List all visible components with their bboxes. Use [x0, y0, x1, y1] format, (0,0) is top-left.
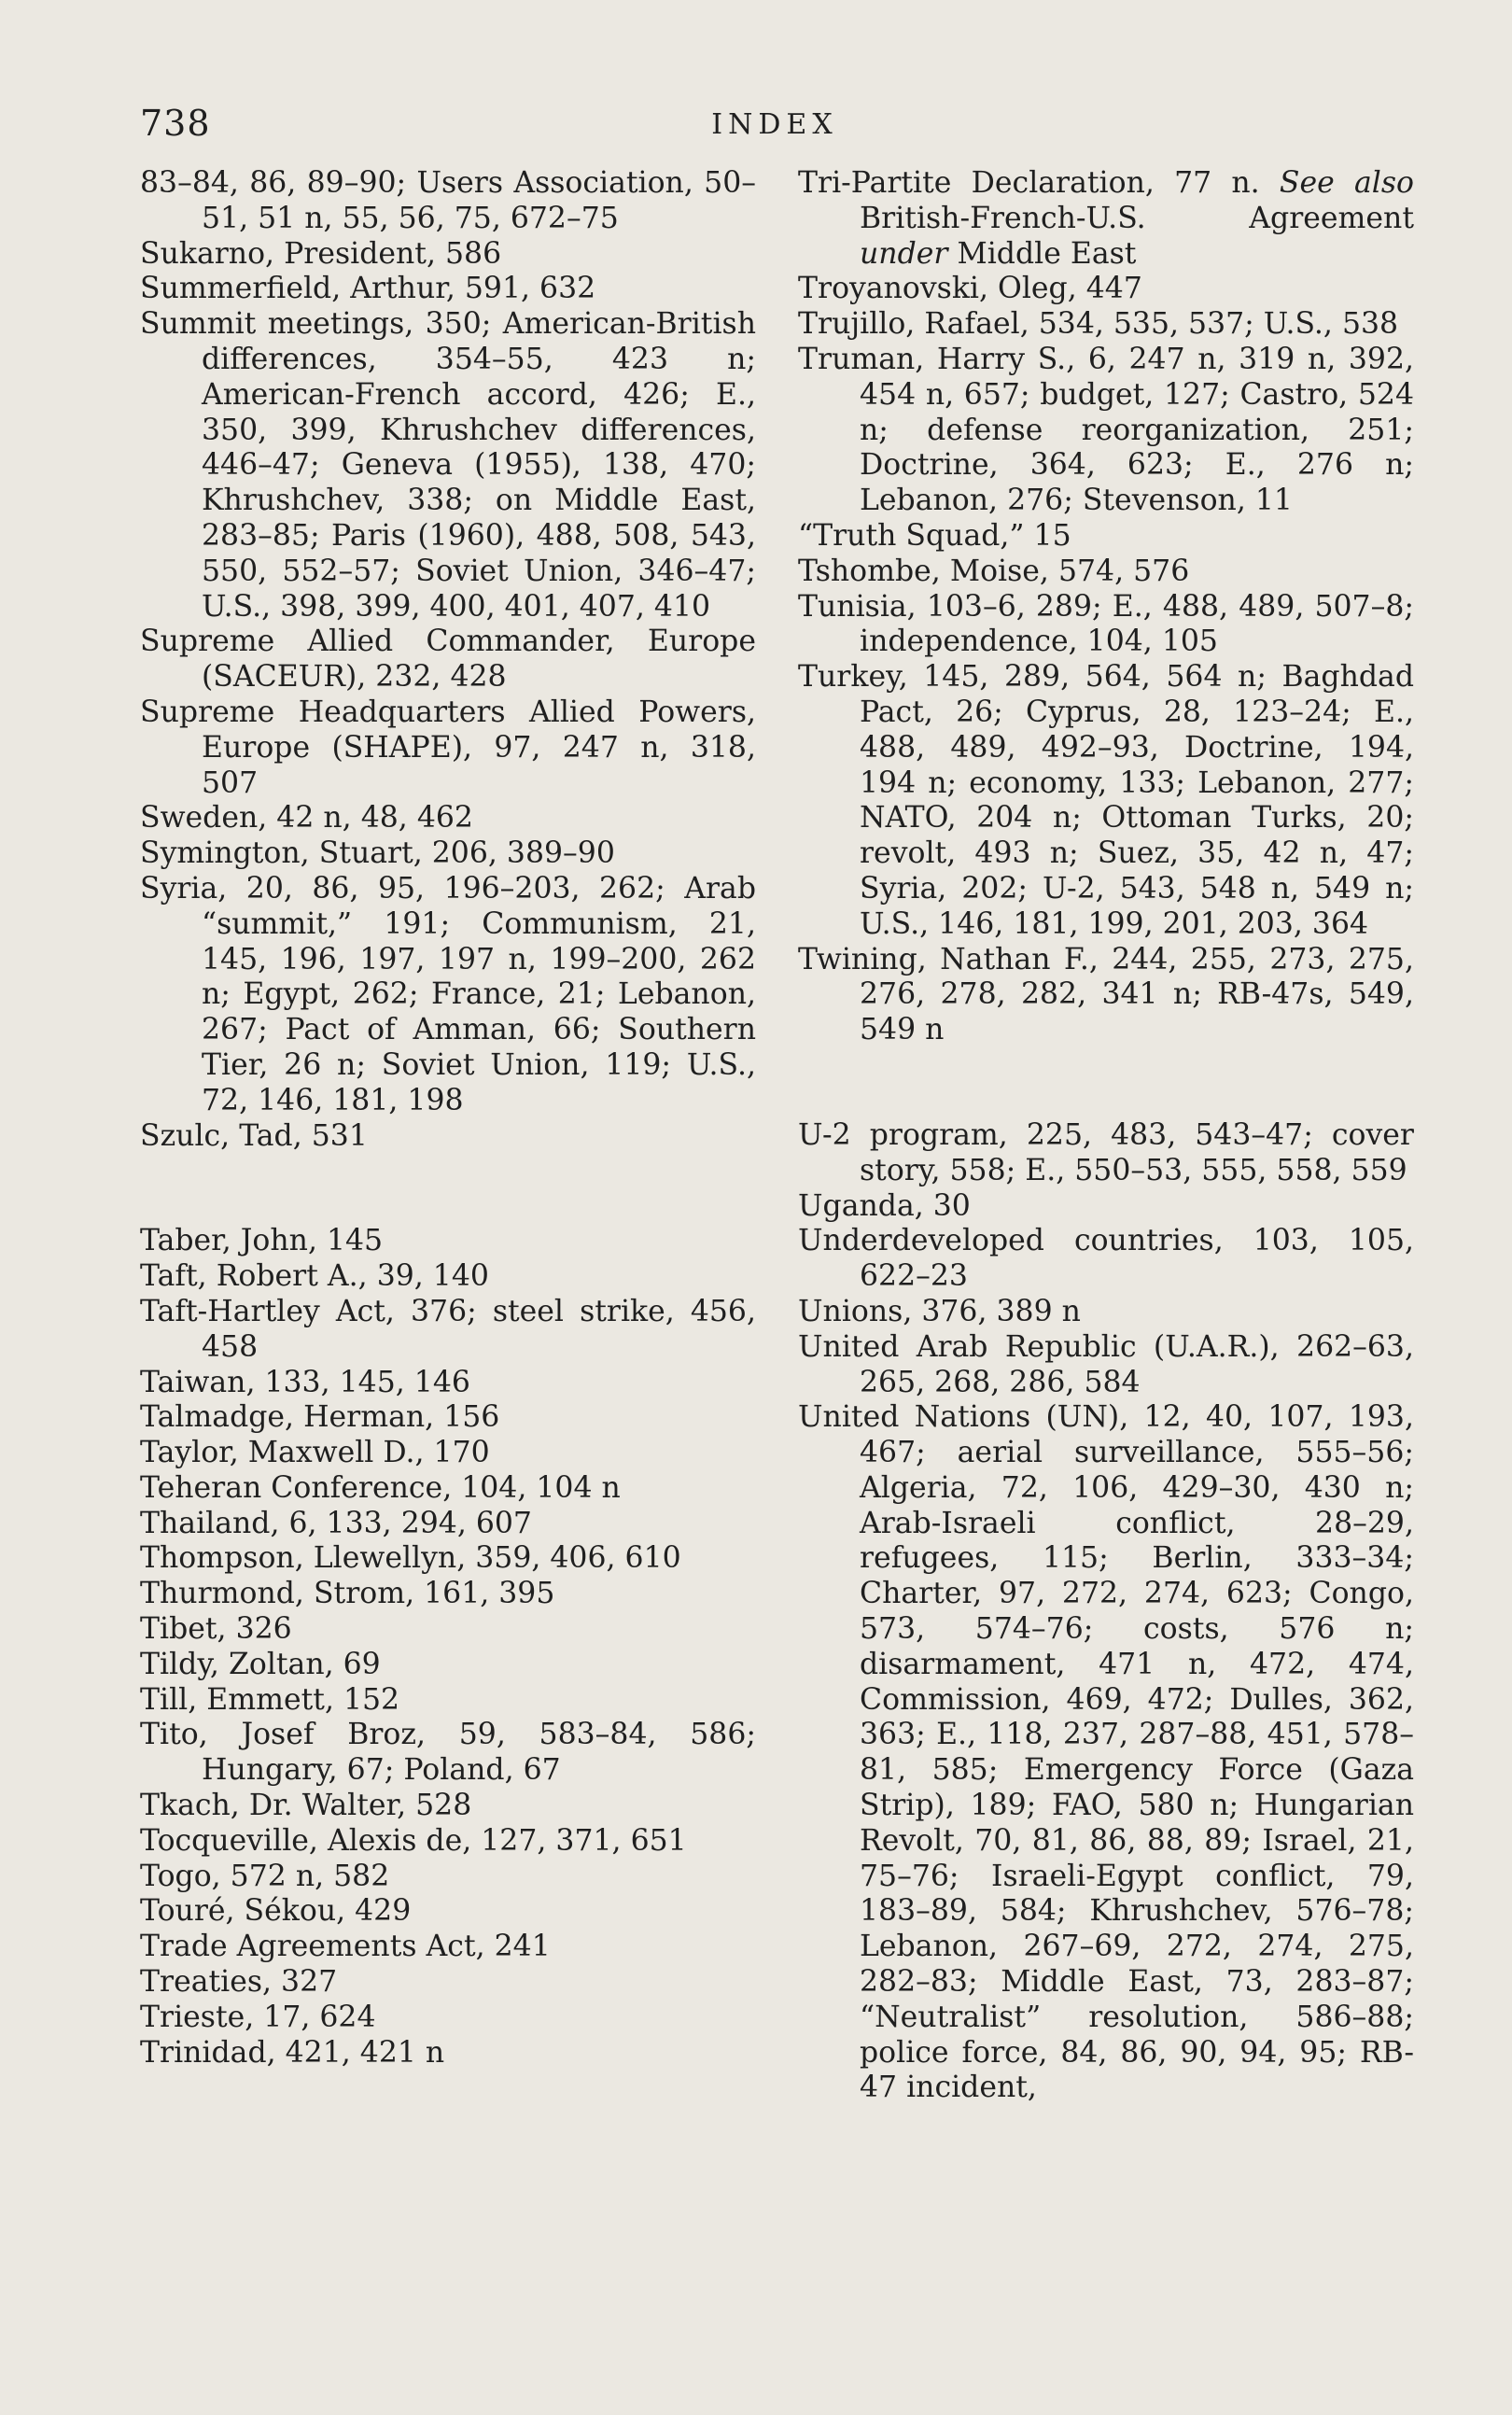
index-entry: Teheran Conference, 104, 104 n: [140, 1470, 621, 1505]
index-entry: Truman, Harry S., 6, 247 n, 319 n, 392, 454 n, 657; budget, 127; Castro, 524 n; defense reorganization, 251; Doctrine, 364, 623; E., 276 n; Lebanon, 276; Stevenson, 11: [798, 342, 1414, 518]
index-entry: “Truth Squad,” 15: [798, 518, 1071, 553]
index-entry: Taft-Hartley Act, 376; steel strike, 456, 458: [140, 1294, 756, 1364]
index-entry: Trieste, 17, 624: [140, 2000, 376, 2034]
running-head: INDEX: [711, 108, 838, 141]
entry-text: Middle East: [947, 236, 1137, 271]
index-entry: Tkach, Dr. Walter, 528: [140, 1789, 472, 1823]
entry-text: Tri-Partite Declaration, 77 n.: [798, 166, 1280, 200]
index-entry: Togo, 572 n, 582: [140, 1859, 390, 1893]
entry-text: British-French-U.S. Agreement: [860, 201, 1414, 235]
index-entry: Sweden, 42 n, 48, 462: [140, 801, 473, 835]
index-entry: U-2 program, 225, 483, 543–47; cover story, 558; E., 550–53, 555, 558, 559: [798, 1117, 1414, 1187]
index-entry: Thailand, 6, 133, 294, 607: [140, 1506, 532, 1540]
index-entry: Till, Emmett, 152: [140, 1682, 400, 1717]
index-entry-tri-partite: [798, 166, 1414, 272]
see-also-reference: See also: [1279, 166, 1414, 200]
index-entry: Summit meetings, 350; American-British differences, 354–55, 423 n; American-French accord, 426; E., 350, 399, Khrushchev differences, 446–47; Geneva (1955), 138, 470; Khrushchev, 338; on Middle East, 283–85; Paris (1960), 488, 508, 543, 550, 552–57; Soviet Union, 346–47; U.S., 398, 399, 400, 401, 407, 410: [140, 307, 756, 624]
index-entry: Supreme Headquarters Allied Powers, Europe (SHAPE), 97, 247 n, 318, 507: [140, 695, 756, 800]
index-entry: Tildy, Zoltan, 69: [140, 1647, 381, 1681]
index-entry: Symington, Stuart, 206, 389–90: [140, 836, 615, 871]
index-entry: Uganda, 30: [798, 1188, 971, 1223]
index-entry: Treaties, 327: [140, 1965, 338, 2000]
index-entry: Taiwan, 133, 145, 146: [140, 1365, 470, 1399]
index-entry: United Nations (UN), 12, 40, 107, 193, 467; aerial surveillance, 555–56; Algeria, 72, 106, 429–30, 430 n; Arab-Israeli conflict, 28–29, refugees, 115; Berlin, 333–34; Charter, 97, 272, 274, 623; Congo, 573, 574–76; costs, 576 n; disarmament, 471 n, 472, 474, Commission, 469, 472; Dulles, 362, 363; E., 118, 237, 287–88, 451, 578–81, 585; Emergency Force (Gaza Strip), 189; FAO, 580 n; Hungarian Revolt, 70, 81, 86, 88, 89; Israel, 21, 75–76; Israeli-Egypt conflict, 79, 183–89, 584; Khrushchev, 576–78; Lebanon, 267–69, 272, 274, 275, 282–83; Middle East, 73, 283–87; “Neutralist” resolution, 586–88; police force, 84, 86, 90, 94, 95; RB-47 incident,: [798, 1400, 1414, 2105]
index-entry: Sukarno, President, 586: [140, 236, 502, 271]
index-entry: Twining, Nathan F., 244, 255, 273, 275, 276, 278, 282, 341 n; RB-47s, 549, 549 n: [798, 942, 1414, 1047]
index-entry: Unions, 376, 389 n: [798, 1294, 1081, 1328]
index-entry: 83–84, 86, 89–90; Users Association, 50–51, 51 n, 55, 56, 75, 672–75: [140, 166, 756, 235]
index-entry: Summerfield, Arthur, 591, 632: [140, 272, 596, 306]
index-entry: Troyanovski, Oleg, 447: [798, 272, 1142, 306]
index-entry: Thurmond, Strom, 161, 395: [140, 1577, 555, 1611]
index-entry: United Arab Republic (U.A.R.), 262–63, 265, 268, 286, 584: [798, 1329, 1414, 1399]
index-entry: Taft, Robert A., 39, 140: [140, 1259, 489, 1294]
index-column-left: [140, 166, 756, 2071]
index-entry: Tunisia, 103–6, 289; E., 488, 489, 507–8; independence, 104, 105: [798, 589, 1414, 659]
index-entry: Tibet, 326: [140, 1612, 292, 1647]
index-entry: Trujillo, Rafael, 534, 535, 537; U.S., 538: [798, 307, 1399, 342]
page-number: 738: [140, 103, 211, 144]
index-entry: Underdeveloped countries, 103, 105, 622–23: [798, 1224, 1414, 1294]
index-entry: Taylor, Maxwell D., 170: [140, 1436, 490, 1470]
letter-section-gap: [798, 1048, 1414, 1118]
index-entry: Thompson, Llewellyn, 359, 406, 610: [140, 1541, 681, 1576]
index-entry: Szulc, Tad, 531: [140, 1118, 368, 1153]
page-header: [140, 103, 1409, 159]
index-entry: Syria, 20, 86, 95, 196–203, 262; Arab “summit,” 191; Communism, 21, 145, 196, 197, 197 n, 199–200, 262 n; Egypt, 262; France, 21; Lebanon, 267; Pact of Amman, 66; Southern Tier, 26 n; Soviet Union, 119; U.S., 72, 146, 181, 198: [140, 871, 756, 1117]
index-entry: Supreme Allied Commander, Europe (SACEUR), 232, 428: [140, 625, 756, 695]
index-column-right: [798, 166, 1414, 2106]
letter-section-gap: [140, 1154, 756, 1224]
index-entry: Tocqueville, Alexis de, 127, 371, 651: [140, 1823, 687, 1858]
index-entry: Touré, Sékou, 429: [140, 1894, 412, 1929]
index-entry: Taber, John, 145: [140, 1224, 384, 1258]
index-entry: Tito, Josef Broz, 59, 583–84, 586; Hungary, 67; Poland, 67: [140, 1718, 756, 1788]
under-reference: under: [860, 236, 948, 271]
index-entry: Talmadge, Herman, 156: [140, 1400, 500, 1435]
index-entry: Turkey, 145, 289, 564, 564 n; Baghdad Pact, 26; Cyprus, 28, 123–24; E., 488, 489, 492–93, Doctrine, 194, 194 n; economy, 133; Lebanon, 277; NATO, 204 n; Ottoman Turks, 20; revolt, 493 n; Suez, 35, 42 n, 47; Syria, 202; U-2, 543, 548 n, 549 n; U.S., 146, 181, 199, 201, 203, 364: [798, 660, 1414, 941]
index-entry: Trinidad, 421, 421 n: [140, 2035, 445, 2070]
index-entry: Trade Agreements Act, 241: [140, 1930, 551, 1964]
index-entry: Tshombe, Moise, 574, 576: [798, 554, 1190, 588]
